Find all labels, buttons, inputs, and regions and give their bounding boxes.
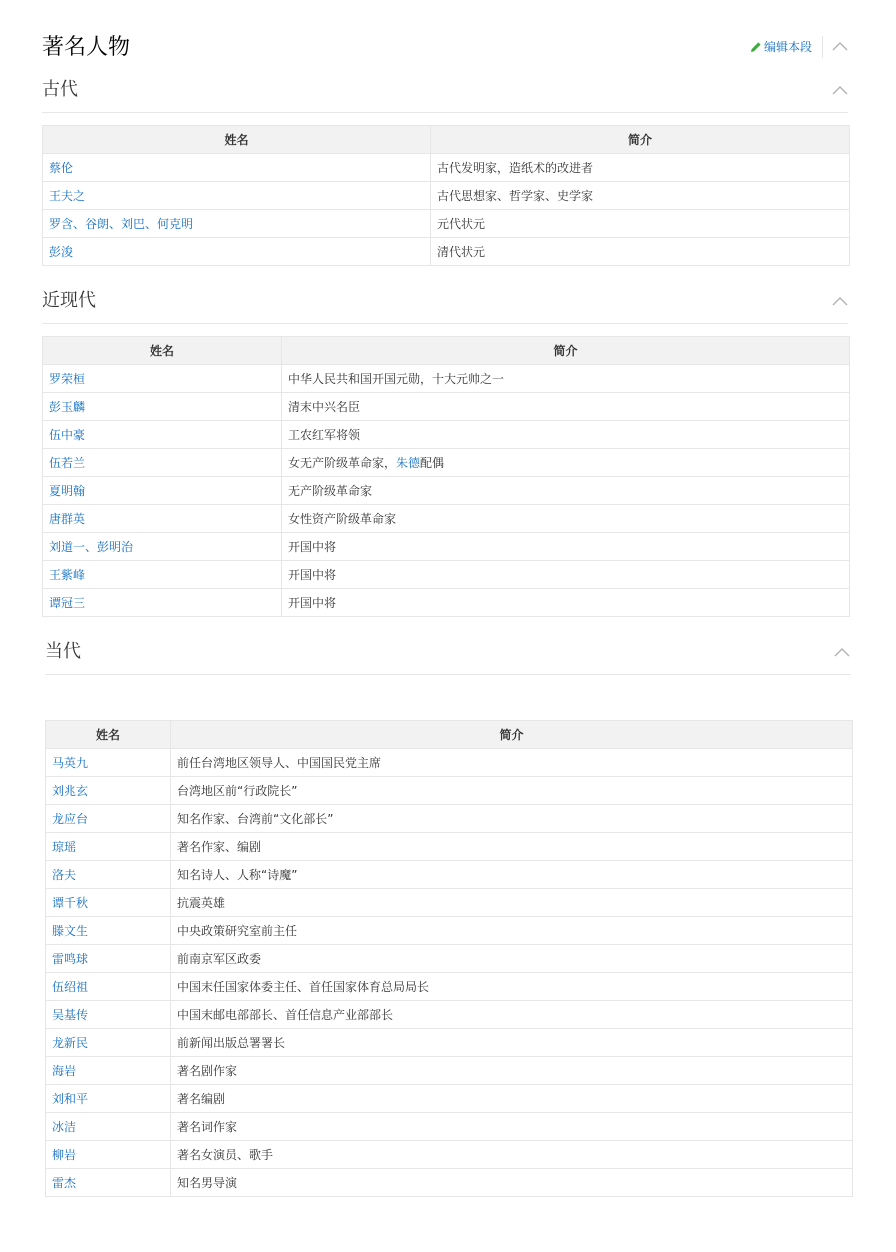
table-row: [43, 589, 850, 617]
table-row: [46, 1057, 853, 1085]
person-link[interactable]: 蔡伦: [49, 161, 74, 175]
person-link[interactable]: 伍若兰: [49, 456, 86, 470]
table-row: [43, 393, 850, 421]
person-link[interactable]: 彭玉麟: [49, 400, 86, 414]
table-row: [46, 917, 853, 945]
table-row: [46, 1085, 853, 1113]
table-row: [46, 777, 853, 805]
table-header-row: [43, 337, 850, 365]
person-desc: 工农红军将领: [282, 421, 850, 449]
column-header-name: 姓名: [43, 126, 431, 154]
section-title-ancient: 古代: [42, 79, 78, 100]
column-header-name: 姓名: [46, 721, 171, 749]
person-desc: 女性资产阶级革命家: [282, 505, 850, 533]
person-link[interactable]: 罗含、谷朗、刘巴、何克明: [49, 217, 194, 231]
person-desc: 知名男导演: [171, 1169, 853, 1197]
column-header-desc: 简介: [171, 721, 853, 749]
person-desc: 知名诗人、人称“诗魔”: [171, 861, 853, 889]
column-header-desc: 简介: [282, 337, 850, 365]
person-desc: 著名作家、编剧: [171, 833, 853, 861]
person-desc: 古代发明家，造纸术的改进者: [431, 154, 850, 182]
person-link[interactable]: 罗荣桓: [49, 372, 86, 386]
desc-text: 女无产阶级革命家，: [288, 456, 397, 470]
section-title-contemporary: 当代: [45, 641, 81, 662]
edit-section-label: 编辑本段: [764, 40, 813, 54]
person-desc: 清末中兴名臣: [282, 393, 850, 421]
table-row: [43, 449, 850, 477]
person-link[interactable]: 龙应台: [52, 812, 89, 826]
table-row: [43, 505, 850, 533]
person-link[interactable]: 唐群英: [49, 512, 86, 526]
person-desc: 开国中将: [282, 561, 850, 589]
page-title: 著名人物: [42, 35, 131, 60]
table-row: [46, 861, 853, 889]
person-link[interactable]: 刘和平: [52, 1092, 89, 1106]
person-desc: 中国末任国家体委主任、首任国家体育总局局长: [171, 973, 853, 1001]
person-link[interactable]: 伍绍祖: [52, 980, 89, 994]
inline-person-link[interactable]: 朱德: [396, 456, 421, 470]
person-desc: 著名词作家: [171, 1113, 853, 1141]
table-row: [43, 561, 850, 589]
table-row: [43, 210, 850, 238]
contemporary-table: [45, 720, 853, 1197]
desc-text: 配偶: [420, 456, 445, 470]
table-row: [46, 1001, 853, 1029]
edit-section-button[interactable]: [750, 38, 812, 56]
table-row: [46, 1169, 853, 1197]
person-link[interactable]: 伍中豪: [49, 428, 86, 442]
person-link[interactable]: 王紫峰: [49, 568, 86, 582]
person-desc: 著名编剧: [171, 1085, 853, 1113]
section-divider: [45, 674, 851, 675]
person-link[interactable]: 谭千秋: [52, 896, 89, 910]
person-desc: 中华人民共和国开国元勋，十大元帅之一: [282, 365, 850, 393]
table-row: [46, 1113, 853, 1141]
column-header-desc: 简介: [431, 126, 850, 154]
person-link[interactable]: 吴基传: [52, 1008, 89, 1022]
table-row: [46, 749, 853, 777]
table-row: [43, 238, 850, 266]
person-link[interactable]: 夏明翰: [49, 484, 86, 498]
person-link[interactable]: 洛夫: [52, 868, 77, 882]
section-divider: [42, 112, 848, 113]
person-desc: 台湾地区前“行政院长”: [171, 777, 853, 805]
person-desc: 知名作家、台湾前“文化部长”: [171, 805, 853, 833]
table-row: [43, 154, 850, 182]
person-link[interactable]: 彭浚: [49, 245, 74, 259]
person-desc: 中国末邮电部部长、首任信息产业部部长: [171, 1001, 853, 1029]
table-header-row: [46, 721, 853, 749]
collapse-ancient-chevron-up-icon[interactable]: [832, 85, 848, 95]
section-title-modern: 近现代: [42, 290, 96, 311]
table-row: [46, 889, 853, 917]
person-link[interactable]: 刘道一、彭明治: [49, 540, 134, 554]
modern-table: [42, 336, 850, 617]
person-desc: 古代思想家、哲学家、史学家: [431, 182, 850, 210]
person-desc: 著名剧作家: [171, 1057, 853, 1085]
pencil-icon: [750, 41, 762, 53]
person-desc: 元代状元: [431, 210, 850, 238]
table-row: [46, 945, 853, 973]
person-link[interactable]: 海岩: [52, 1064, 77, 1078]
person-desc: 前任台湾地区领导人、中国国民党主席: [171, 749, 853, 777]
table-row: [46, 973, 853, 1001]
person-link[interactable]: 刘兆玄: [52, 784, 89, 798]
section-divider: [42, 323, 848, 324]
person-desc: 开国中将: [282, 533, 850, 561]
person-link[interactable]: 柳岩: [52, 1148, 77, 1162]
person-desc: 中央政策研究室前主任: [171, 917, 853, 945]
person-desc: 开国中将: [282, 589, 850, 617]
person-link[interactable]: 滕文生: [52, 924, 89, 938]
table-row: [43, 365, 850, 393]
table-row: [46, 1141, 853, 1169]
collapse-modern-chevron-up-icon[interactable]: [832, 296, 848, 306]
person-link[interactable]: 琼瑶: [52, 840, 77, 854]
person-link[interactable]: 冰洁: [52, 1120, 77, 1134]
person-link[interactable]: 王夫之: [49, 189, 86, 203]
table-row: [46, 805, 853, 833]
table-row: [43, 421, 850, 449]
person-link[interactable]: 谭冠三: [49, 596, 86, 610]
table-row: [43, 533, 850, 561]
collapse-all-chevron-up-icon[interactable]: [832, 41, 848, 51]
person-desc: 著名女演员、歌手: [171, 1141, 853, 1169]
column-header-name: 姓名: [43, 337, 282, 365]
header-divider: [822, 36, 823, 58]
person-desc: 前新闻出版总署署长: [171, 1029, 853, 1057]
table-header-row: [43, 126, 850, 154]
ancient-table: [42, 125, 850, 266]
person-desc: 抗震英雄: [171, 889, 853, 917]
table-row: [46, 1029, 853, 1057]
table-row: [43, 477, 850, 505]
person-link[interactable]: 马英九: [52, 756, 89, 770]
collapse-contemporary-chevron-up-icon[interactable]: [834, 647, 850, 657]
person-link[interactable]: 龙新民: [52, 1036, 89, 1050]
table-row: [46, 833, 853, 861]
person-desc: 清代状元: [431, 238, 850, 266]
person-link[interactable]: 雷杰: [52, 1176, 77, 1190]
person-desc: 无产阶级革命家: [282, 477, 850, 505]
person-desc: [282, 449, 850, 477]
person-link[interactable]: 雷鸣球: [52, 952, 89, 966]
table-row: [43, 182, 850, 210]
person-desc: 前南京军区政委: [171, 945, 853, 973]
